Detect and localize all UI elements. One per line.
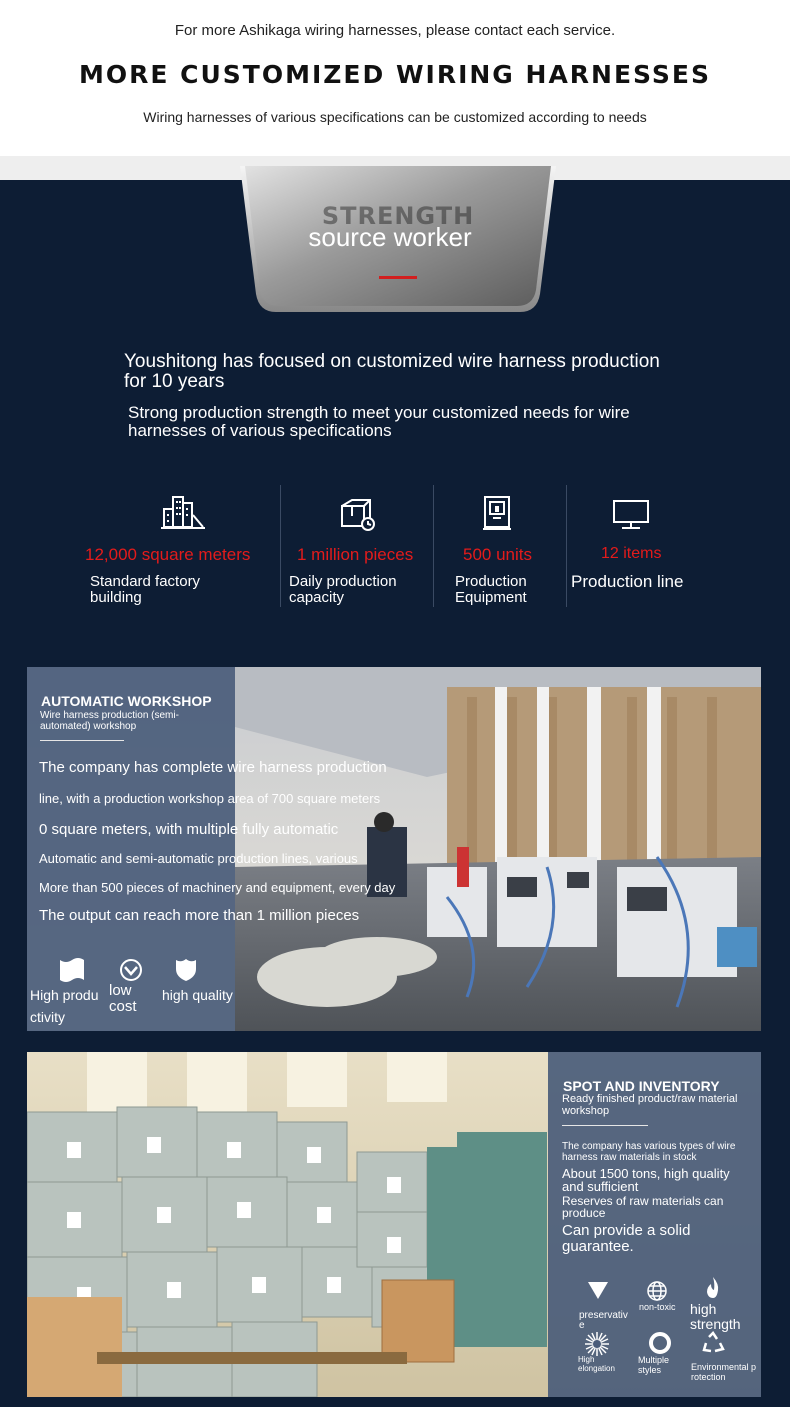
stat-divider (280, 485, 281, 607)
inventory-text-line: Can provide a solid guarantee. (562, 1222, 691, 1255)
flame-icon (704, 1276, 722, 1300)
workshop-title: AUTOMATIC WORKSHOP (41, 693, 212, 709)
workshop-text-line: 0 square meters, with multiple fully automatic (39, 821, 339, 838)
workshop-text-line: The output can reach more than 1 million pieces (39, 907, 360, 924)
factory-building-icon (161, 493, 205, 531)
tab-accent-bar (379, 276, 417, 279)
stat-value-equipment: 500 units (463, 545, 532, 564)
workshop-subtitle: Wire harness production (semi-automated) workshop (40, 710, 179, 732)
sunburst-icon (584, 1331, 610, 1357)
workshop-text-line: Automatic and semi-automatic production lines, various (39, 851, 358, 866)
globe-icon (646, 1280, 668, 1302)
inventory-text-panel (548, 1052, 761, 1397)
stat-label-equipment: Production Equipment (455, 573, 527, 606)
feature-label-non-toxic: non-toxic (639, 1302, 676, 1312)
intro-description: Strong production strength to meet your customized needs for wire harnesses of various specifications (128, 403, 630, 440)
inventory-card (27, 1052, 761, 1397)
section-tab (240, 166, 556, 314)
feature-label-text: High productivity (30, 987, 99, 1025)
feature-label-high-productivity (30, 984, 100, 1028)
header-section (0, 0, 790, 180)
box-clock-icon (338, 496, 378, 532)
ring-icon (648, 1331, 672, 1355)
feature-label-multiple-styles: Multiple styles (638, 1355, 670, 1375)
stat-value-capacity: 1 million pieces (297, 545, 414, 564)
feature-label-environmental-protection: Environmental protection (691, 1362, 757, 1382)
stat-value-lines: 12 items (601, 545, 662, 562)
feature-label-low-cost: low cost (109, 982, 137, 1015)
workshop-text-line: line, with a production workshop area of 700 square meters (39, 791, 381, 806)
intro-headline: Youshitong has focused on customized wire harness production for 10 years (124, 351, 660, 392)
arrow-down-circle-icon (119, 958, 143, 982)
contact-notice: For more Ashikaga wiring harnesses, please contact each service. (174, 22, 616, 39)
machine-equipment-icon (481, 494, 513, 532)
triangle-down-icon (587, 1280, 609, 1300)
tab-ghost-text: STRENGTH (321, 202, 475, 230)
stat-label-lines: Production line (571, 572, 684, 591)
stat-label-capacity: Daily production capacity (289, 573, 397, 606)
shield-icon (174, 957, 198, 983)
workshop-divider (40, 740, 124, 741)
inventory-text-line: About 1500 tons, high quality and sufficient (562, 1166, 730, 1194)
inventory-text-line: The company has various types of wire harness raw materials in stock (562, 1141, 736, 1163)
page-title: MORE CUSTOMIZED WIRING HARNESSES (78, 60, 712, 89)
flag-icon (58, 958, 86, 982)
stat-label-factory: Standard factory building (90, 573, 201, 606)
workshop-text-line: More than 500 pieces of machinery and equipment, every day (39, 880, 396, 895)
inventory-text-line: Reserves of raw materials can produce (562, 1194, 724, 1220)
stat-divider (433, 485, 434, 607)
recycle-icon (701, 1331, 725, 1355)
feature-label-high-elongation: High elongation (578, 1355, 615, 1373)
tab-label: source worker (308, 222, 472, 252)
feature-label-high-strength: high strength (690, 1301, 741, 1332)
workshop-text-line: The company has complete wire harness production (39, 759, 387, 776)
monitor-icon (611, 498, 651, 530)
stat-value-factory: 12,000 square meters (85, 545, 251, 564)
inventory-divider (562, 1125, 648, 1126)
inventory-title: SPOT AND INVENTORY (563, 1078, 720, 1094)
page-subtitle: Wiring harnesses of various specifications can be customized according to needs (143, 109, 647, 125)
stat-divider (566, 485, 567, 607)
inventory-subtitle: Ready finished product/raw material workshop (562, 1093, 738, 1117)
feature-label-preservative: preservative (579, 1310, 628, 1331)
feature-label-high-quality: high quality (162, 987, 233, 1003)
